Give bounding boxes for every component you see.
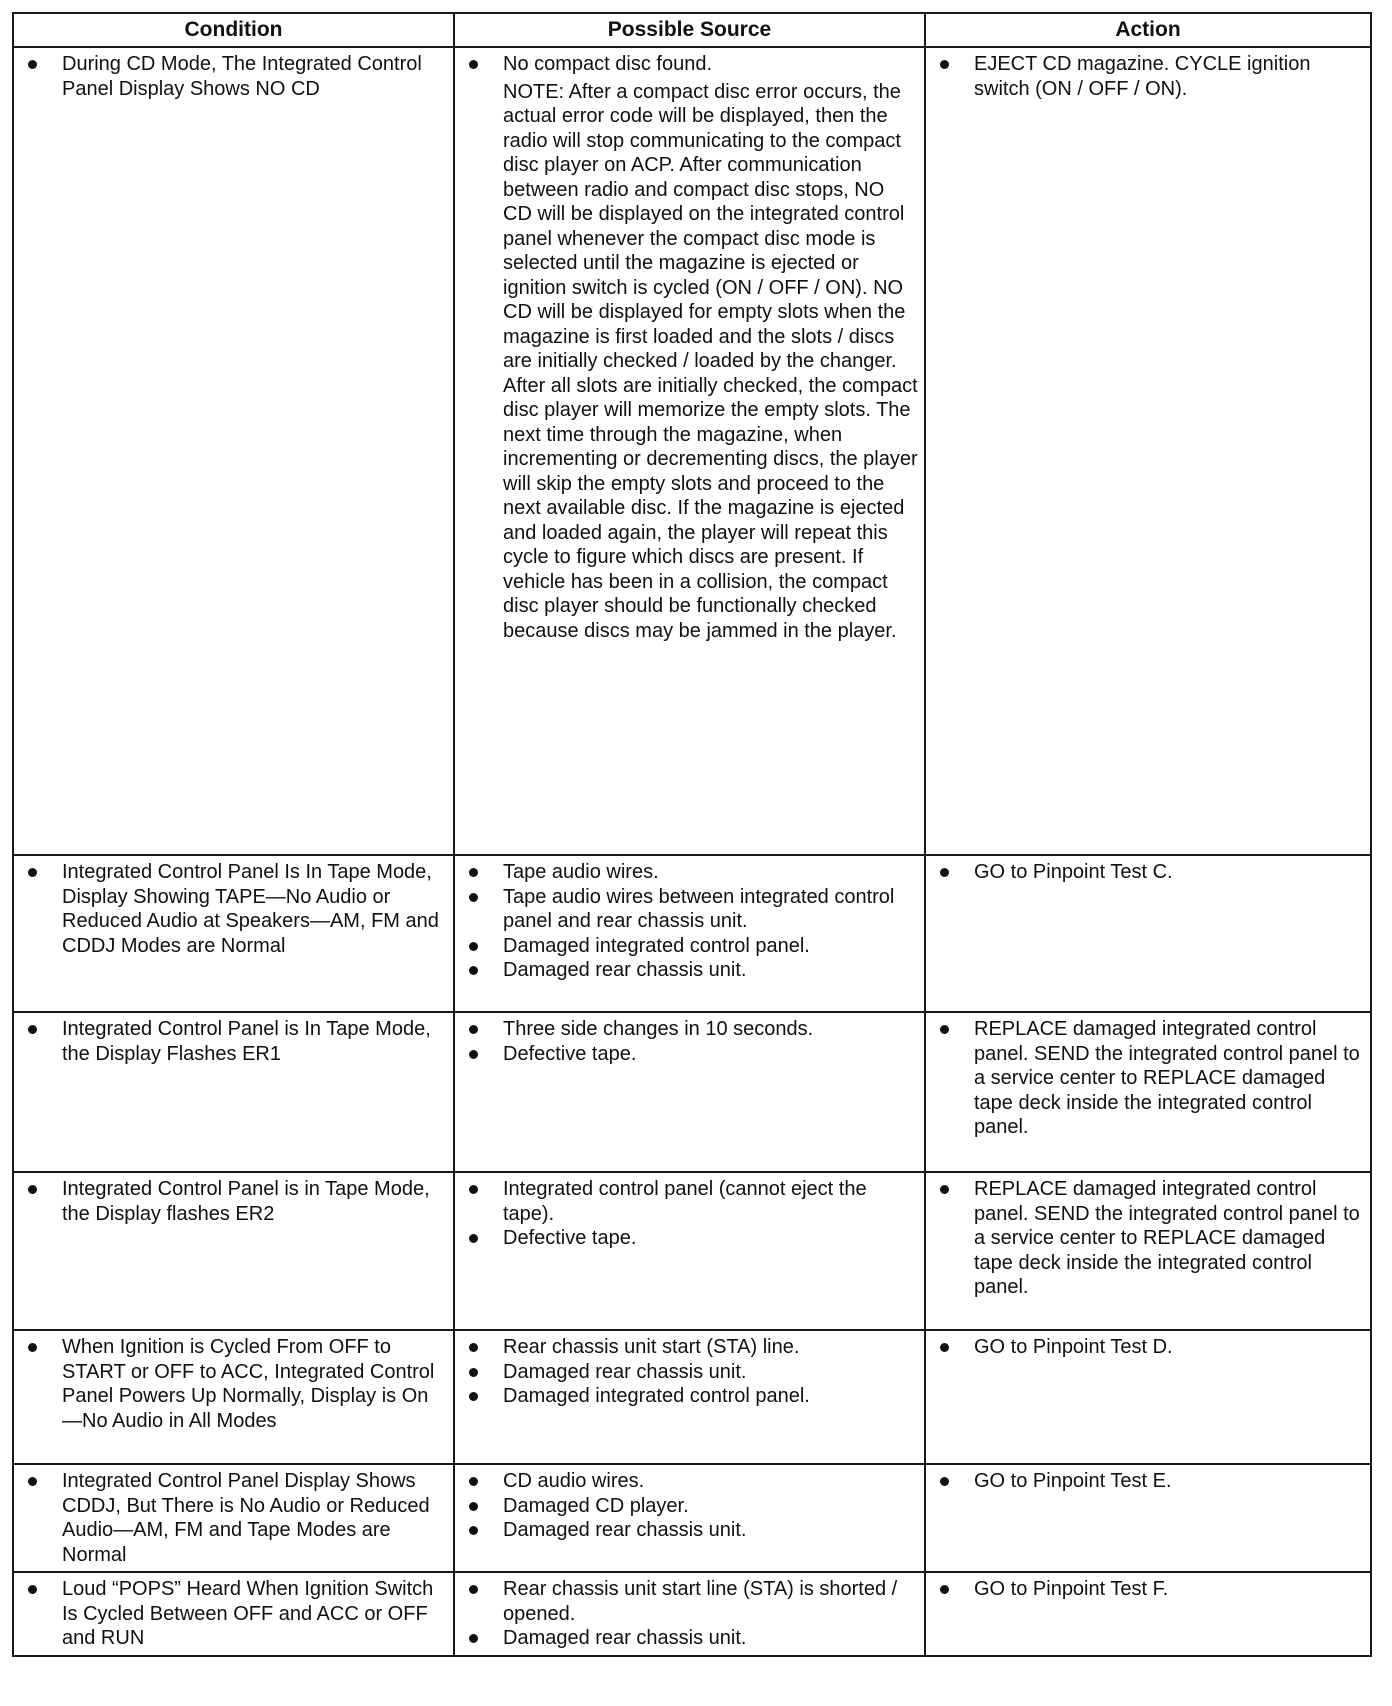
- action-cell: [925, 1572, 1371, 1656]
- diagnosis-table: [12, 12, 1372, 1657]
- source-cell: [454, 1330, 925, 1464]
- source-cell: [454, 1572, 925, 1656]
- source-item: Tape audio wires between integrated control panel and rear chassis unit.: [465, 885, 918, 934]
- condition-text: Integrated Control Panel is In Tape Mode, the Display Flashes ER1: [24, 1017, 447, 1066]
- condition-cell: [13, 1572, 454, 1656]
- source-item: Rear chassis unit start line (STA) is shorted / opened.: [465, 1577, 918, 1626]
- source-item: Damaged rear chassis unit.: [465, 958, 918, 983]
- action-cell: [925, 1172, 1371, 1330]
- condition-text: When Ignition is Cycled From OFF to START or OFF to ACC, Integrated Control Panel Powers Up Normally, Display is On—No Audio in All Modes: [24, 1335, 447, 1433]
- condition-text: Integrated Control Panel is in Tape Mode, the Display flashes ER2: [24, 1177, 447, 1226]
- source-item: Damaged rear chassis unit.: [465, 1626, 918, 1651]
- table-row: [13, 855, 1371, 1012]
- source-item: Damaged rear chassis unit.: [465, 1518, 918, 1543]
- source-cell: [454, 855, 925, 1012]
- source-cell: [454, 1172, 925, 1330]
- condition-text: During CD Mode, The Integrated Control Panel Display Shows NO CD: [24, 52, 447, 101]
- action-text: GO to Pinpoint Test C.: [936, 860, 1364, 885]
- table-row: [13, 1572, 1371, 1656]
- source-cell: [454, 1012, 925, 1172]
- source-item: Defective tape.: [465, 1226, 918, 1251]
- condition-cell: [13, 47, 454, 855]
- condition-text: Loud “POPS” Heard When Ignition Switch Is Cycled Between OFF and ACC or OFF and RUN: [24, 1577, 447, 1651]
- source-item: Damaged CD player.: [465, 1494, 918, 1519]
- action-text: GO to Pinpoint Test D.: [936, 1335, 1364, 1360]
- action-cell: [925, 855, 1371, 1012]
- action-cell: [925, 47, 1371, 855]
- header-condition: Condition: [13, 13, 454, 47]
- header-row: [13, 13, 1371, 47]
- table-row: [13, 1464, 1371, 1572]
- table-row: [13, 47, 1371, 855]
- condition-cell: [13, 1172, 454, 1330]
- action-text: EJECT CD magazine. CYCLE ignition switch (ON / OFF / ON).: [936, 52, 1364, 101]
- action-text: REPLACE damaged integrated control panel. SEND the integrated control panel to a service center to REPLACE damaged tape deck inside the integrated control panel.: [936, 1177, 1364, 1300]
- action-cell: [925, 1330, 1371, 1464]
- source-item: No compact disc found.: [465, 52, 918, 77]
- table-row: [13, 1012, 1371, 1172]
- action-cell: [925, 1012, 1371, 1172]
- condition-cell: [13, 1464, 454, 1572]
- source-cell: [454, 47, 925, 855]
- table-row: [13, 1330, 1371, 1464]
- header-action: Action: [925, 13, 1371, 47]
- condition-text: Integrated Control Panel Display Shows CDDJ, But There is No Audio or Reduced Audio—AM, FM and Tape Modes are Normal: [24, 1469, 447, 1567]
- condition-text: Integrated Control Panel Is In Tape Mode, Display Showing TAPE—No Audio or Reduced Audio at Speakers—AM, FM and CDDJ Modes are Normal: [24, 860, 447, 958]
- source-item: Damaged rear chassis unit.: [465, 1360, 918, 1385]
- action-text: GO to Pinpoint Test E.: [936, 1469, 1364, 1494]
- condition-cell: [13, 1330, 454, 1464]
- source-item: CD audio wires.: [465, 1469, 918, 1494]
- action-cell: [925, 1464, 1371, 1572]
- source-note: NOTE: After a compact disc error occurs, the actual error code will be displayed, then the radio will stop communicating to the compact disc player on ACP. After communication between radio and compact disc stops, NO CD will be displayed on the integrated control panel whenever the compact disc mode is selected until the magazine is ejected or ignition switch is cycled (ON / OFF / ON). NO CD will be displayed for empty slots when the magazine is first loaded and the slots / discs are initially checked / loaded by the changer. After all slots are initially checked, the compact disc player will memorize the empty slots. The next time through the magazine, when incrementing or decrementing discs, the player will skip the empty slots and proceed to the next available disc. If the magazine is ejected and loaded again, the player will repeat this cycle to figure which discs are present. If vehicle has been in a collision, the compact disc player should be functionally checked because discs may be jammed in the player.: [503, 80, 918, 642]
- source-item: Tape audio wires.: [465, 860, 918, 885]
- header-possible-source: Possible Source: [454, 13, 925, 47]
- source-item: Defective tape.: [465, 1042, 918, 1067]
- source-item: Three side changes in 10 seconds.: [465, 1017, 918, 1042]
- condition-cell: [13, 1012, 454, 1172]
- action-text: GO to Pinpoint Test F.: [936, 1577, 1364, 1602]
- source-cell: [454, 1464, 925, 1572]
- condition-cell: [13, 855, 454, 1012]
- source-item: Damaged integrated control panel.: [465, 1384, 918, 1409]
- source-item: Rear chassis unit start (STA) line.: [465, 1335, 918, 1360]
- action-text: REPLACE damaged integrated control panel. SEND the integrated control panel to a service center to REPLACE damaged tape deck inside the integrated control panel.: [936, 1017, 1364, 1140]
- table-row: [13, 1172, 1371, 1330]
- source-item: Integrated control panel (cannot eject the tape).: [465, 1177, 918, 1226]
- source-item: Damaged integrated control panel.: [465, 934, 918, 959]
